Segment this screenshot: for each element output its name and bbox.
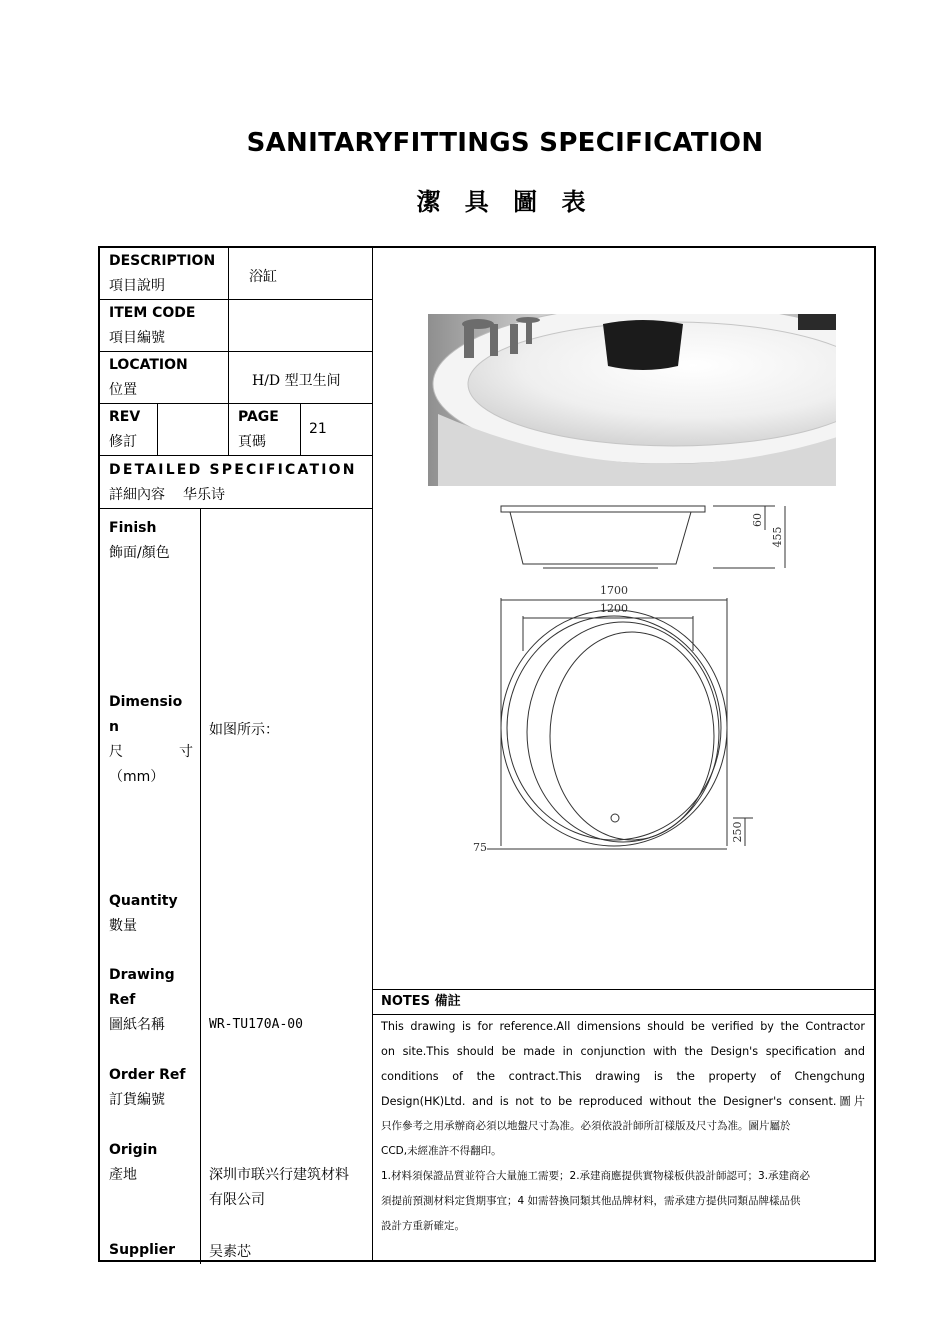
order-ref-label-en: Order Ref (109, 1067, 186, 1083)
page-label-zh: 頁碼 (238, 434, 266, 450)
supplier-label-en: Supplier (109, 1242, 176, 1258)
rev-label-en: REV (109, 409, 141, 425)
dim-75-label: 75 (473, 841, 487, 854)
page-label-en: PAGE (238, 409, 279, 425)
quantity-label-zh: 數量 (109, 918, 137, 934)
finish-label-zh: 飾面/顏色 (109, 545, 170, 561)
location-label-en: LOCATION (109, 357, 188, 373)
rev-label-zh: 修訂 (109, 434, 137, 450)
dimension-label-en: Dimensio (109, 694, 183, 710)
location-value: H/D 型卫生间 (252, 373, 341, 389)
dimension-label-zh-1: 尺 (109, 744, 123, 760)
notes-line-1: This drawing is for reference.All dimensions should be verified by the Contractor (381, 1020, 865, 1033)
notes-text (381, 1014, 865, 1239)
description-label-en: DESCRIPTION (109, 253, 216, 269)
notes-line-3: conditions of the contract.This drawing is the property of Chengchung (381, 1070, 865, 1083)
finish-label-en: Finish (109, 520, 157, 536)
location-row (100, 352, 372, 404)
drawing-ref-label-en-2: Ref (109, 992, 136, 1008)
dimension-label-zh-2: 寸 (179, 744, 193, 760)
quantity-label-en: Quantity (109, 893, 178, 909)
bathtub-technical-drawing (373, 496, 876, 866)
image-notes-column (373, 248, 874, 1260)
detailed-spec-row (100, 456, 372, 509)
dim-250-label: 250 (731, 821, 744, 843)
drawing-ref-label-zh: 圖紙名稱 (109, 1017, 165, 1033)
rev-page-row (100, 404, 372, 456)
bathtub-photo (428, 314, 836, 486)
spec-table (98, 246, 876, 1262)
notes-line-9: 設計方重新確定。 (381, 1220, 465, 1232)
notes-line-6: CCD,未經准許不得翻印。 (381, 1145, 502, 1157)
drawing-ref-value: WR-TU170A-00 (209, 1017, 303, 1032)
origin-value-1: 深圳市联兴行建筑材料 (209, 1167, 349, 1183)
drawing-ref-label-en: Drawing (109, 967, 175, 983)
notes-line-8: 須提前預測材料定貨期事宜；4 如需替換同類其他品牌材料，需承建方提供同類品牌樣品供 (381, 1195, 801, 1207)
description-value: 浴缸 (249, 269, 277, 285)
notes-line-7: 1.材料須保證品質並符合大量施工需要；2.承建商應提供實物樣板供設計師認可；3.承建商必 (381, 1170, 811, 1182)
item-code-row (100, 300, 372, 352)
page-value: 21 (309, 421, 327, 437)
origin-label-en: Origin (109, 1142, 158, 1158)
description-row (100, 248, 372, 300)
order-ref-label-zh: 訂貨編號 (109, 1092, 165, 1108)
dimension-value: 如图所示： (209, 722, 279, 738)
notes-heading: NOTES 備註 (373, 989, 874, 1015)
page-title: SANITARYFITTINGS SPECIFICATION (246, 128, 764, 158)
dim-60-label: 60 (751, 513, 764, 527)
origin-label-zh: 產地 (109, 1167, 137, 1183)
notes-line-5: 只作參考之用承辦商必須以地盤尺寸為准。必須依設計師所訂樣版及尺寸為准。圖片屬於 (381, 1120, 791, 1132)
page-subtitle: 潔 具 圖 表 (416, 188, 594, 216)
description-label-zh: 項目說明 (109, 278, 165, 294)
dim-1200-label: 1200 (600, 602, 628, 615)
notes-line-4: Design(HK)Ltd. and is not to be reproduced without the Designer's consent.圖片 (381, 1095, 865, 1108)
dimension-unit: （mm） (109, 769, 165, 785)
notes-line-2: on site.This should be made in conjunction with the Design's specification and (381, 1045, 865, 1058)
dim-1700-label: 1700 (600, 584, 628, 597)
detailed-spec-value: 华乐诗 (183, 487, 225, 503)
dimension-label-en-2: n (109, 719, 119, 735)
origin-value-2: 有限公司 (209, 1192, 265, 1208)
location-label-zh: 位置 (109, 382, 137, 398)
item-code-label-en: ITEM CODE (109, 305, 196, 321)
supplier-value: 吴素芯 (209, 1244, 251, 1260)
item-code-label-zh: 項目編號 (109, 330, 165, 346)
detailed-spec-label-zh: 詳細內容 (109, 487, 165, 503)
spec-fields-column (100, 248, 373, 1260)
dim-455-label: 455 (771, 526, 784, 548)
detailed-spec-label-en: DETAILED SPECIFICATION (109, 462, 357, 478)
